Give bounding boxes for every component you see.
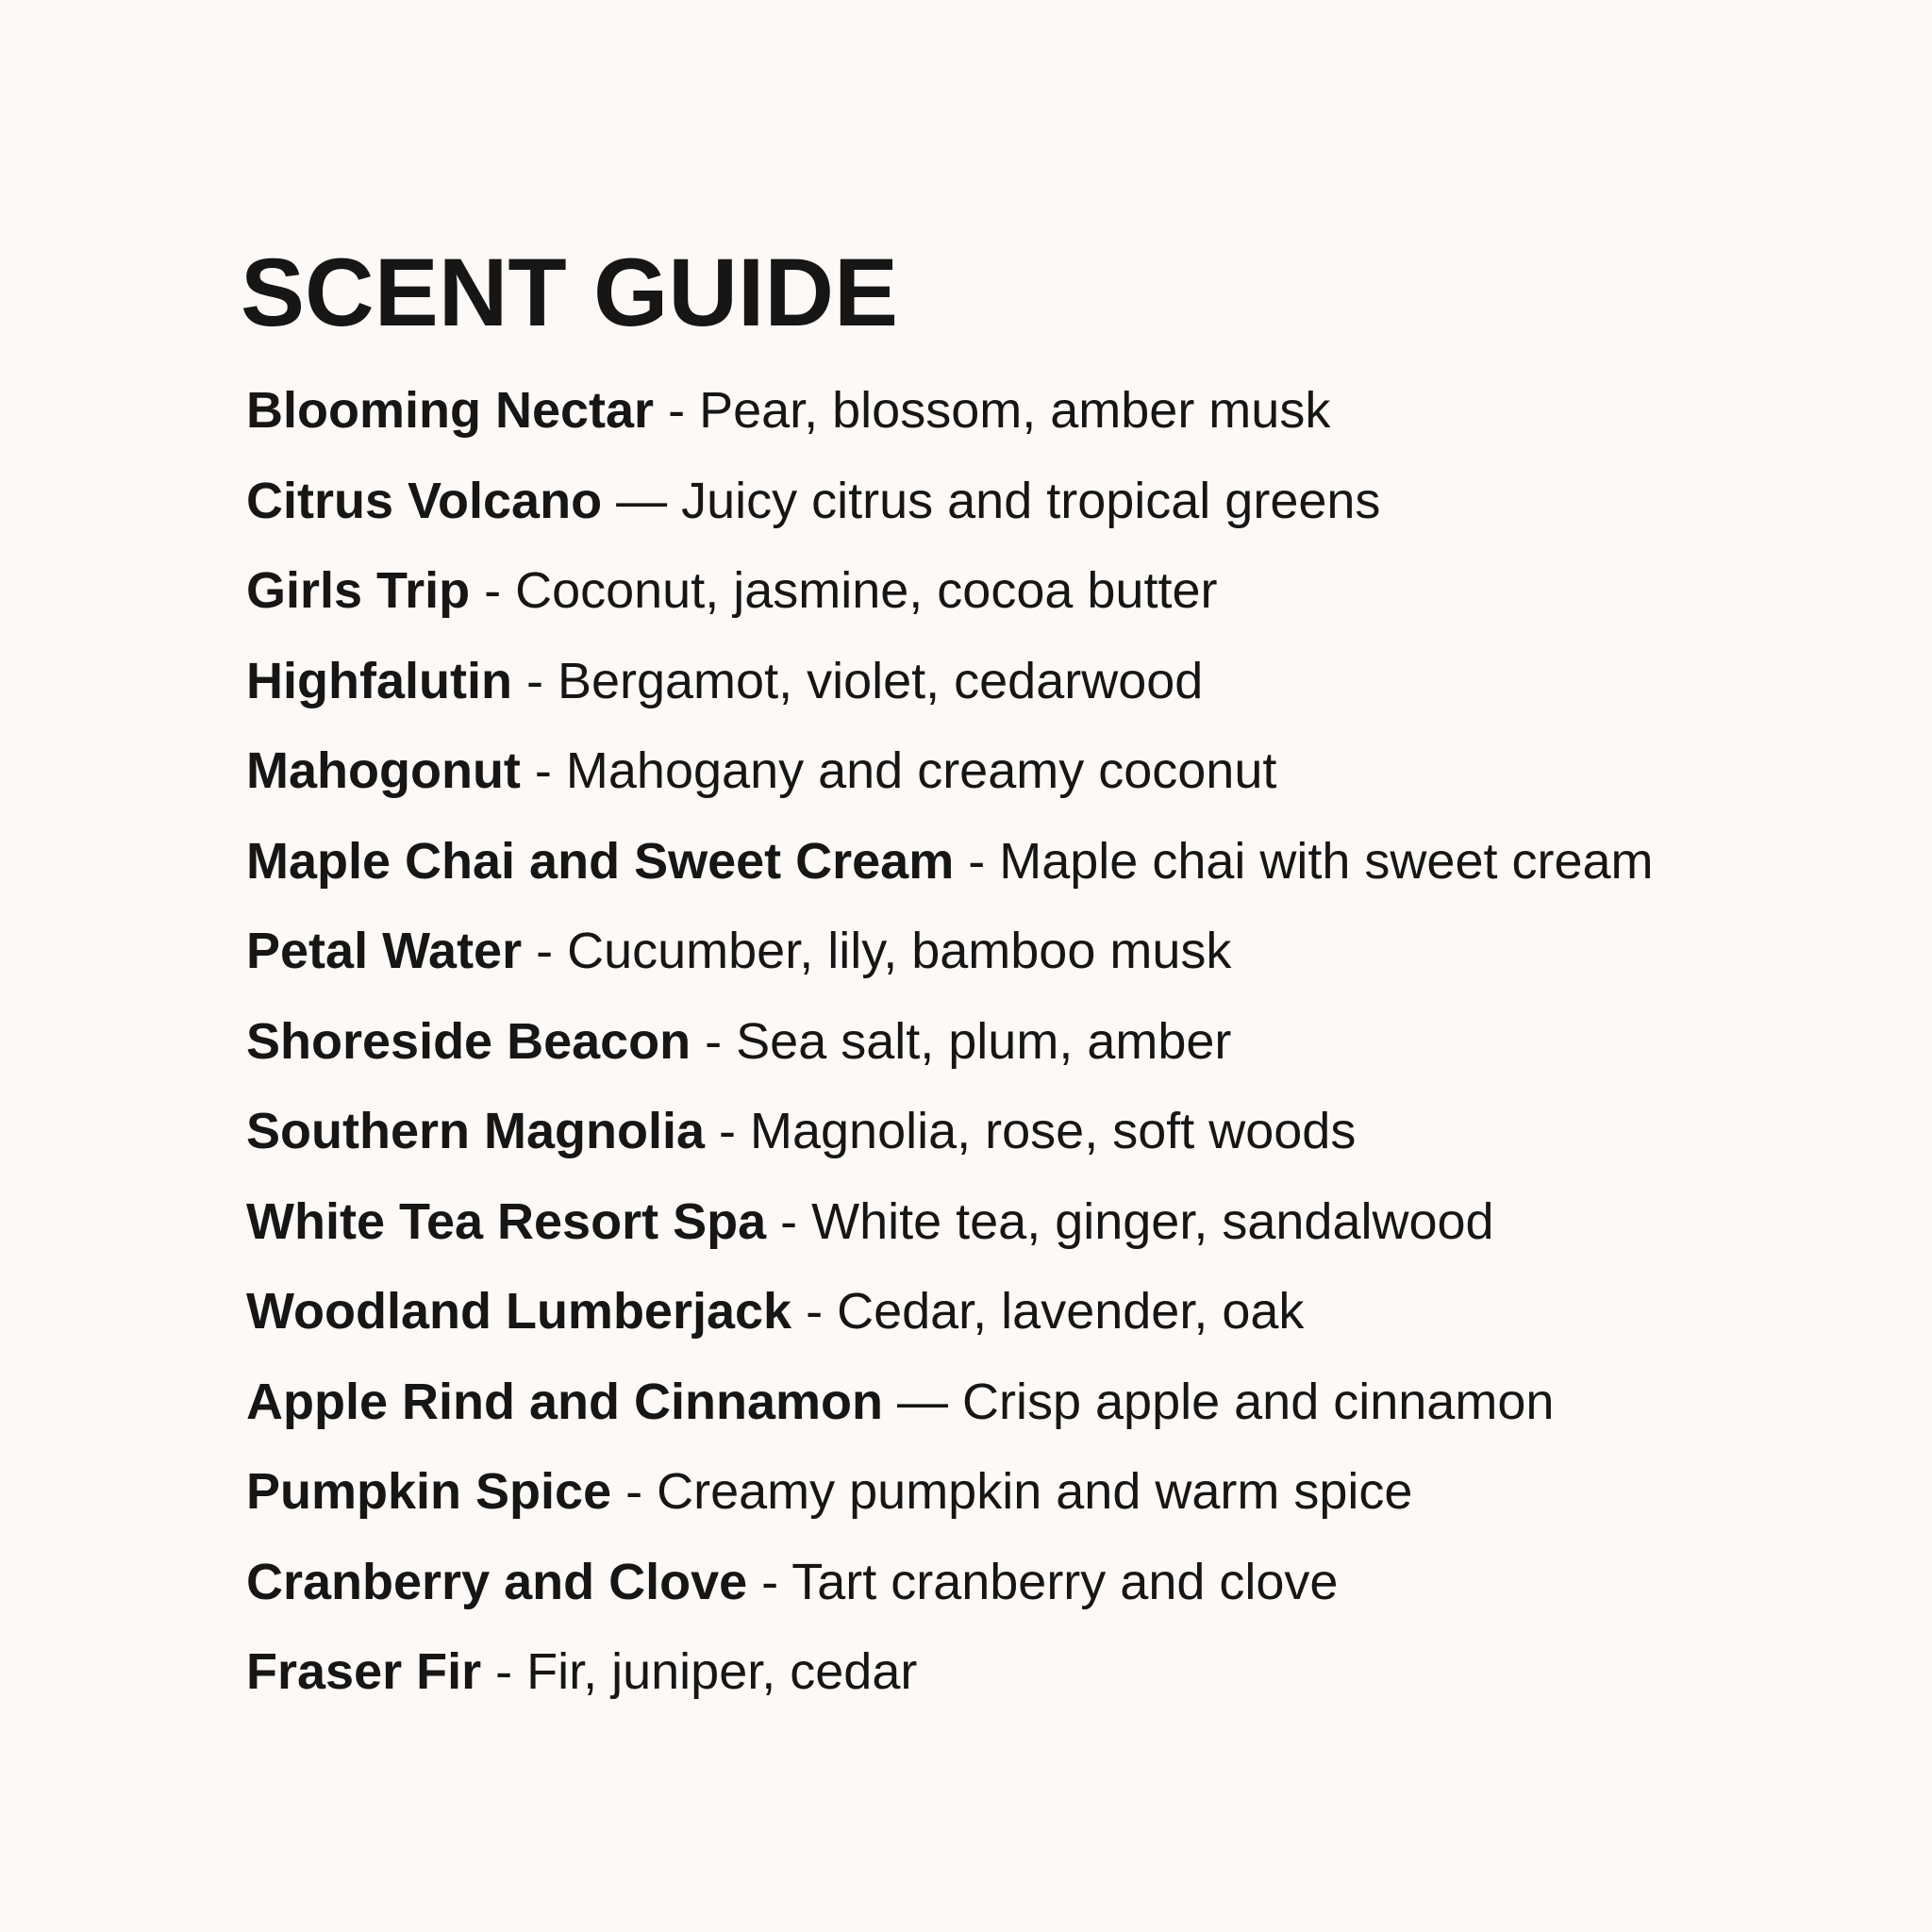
scent-separator: - xyxy=(954,832,1000,890)
scent-name: Girls Trip xyxy=(246,562,471,619)
scent-name: Apple Rind and Cinnamon xyxy=(246,1373,883,1430)
scent-separator: - xyxy=(705,1103,750,1159)
scent-item xyxy=(246,1177,1888,1268)
scent-name: Petal Water xyxy=(246,923,523,979)
scent-name: White Tea Resort Spa xyxy=(246,1192,767,1250)
scent-notes: Fir, juniper, cedar xyxy=(526,1643,918,1700)
scent-guide xyxy=(241,239,1891,1700)
scent-notes: Cedar, lavender, oak xyxy=(837,1283,1305,1340)
scent-separator: - xyxy=(611,1463,658,1520)
scent-name: Pumpkin Spice xyxy=(246,1463,612,1520)
scent-separator: - xyxy=(791,1283,838,1340)
scent-notes: Cucumber, lily, bamboo musk xyxy=(567,923,1232,979)
scent-separator: - xyxy=(691,1012,737,1070)
scent-name: Woodland Lumberjack xyxy=(246,1283,792,1340)
scent-item xyxy=(246,546,1888,637)
scent-notes: Tart cranberry and clove xyxy=(791,1553,1339,1610)
scent-item xyxy=(246,1447,1888,1538)
scent-item xyxy=(246,1357,1888,1448)
scent-separator: - xyxy=(654,382,700,439)
scent-separator: - xyxy=(522,923,568,979)
scent-name: Fraser Fir xyxy=(246,1643,482,1700)
scent-notes: Crisp apple and cinnamon xyxy=(962,1373,1555,1430)
scent-separator: - xyxy=(520,742,566,799)
scent-name: Mahogonut xyxy=(246,742,521,799)
scent-separator: - xyxy=(481,1643,527,1700)
scent-separator: - xyxy=(511,652,558,709)
scent-item xyxy=(246,1627,1888,1718)
scent-item xyxy=(246,1087,1888,1177)
scent-notes: Mahogany and creamy coconut xyxy=(565,742,1277,799)
scent-separator: — xyxy=(882,1373,962,1430)
scent-item xyxy=(246,907,1888,997)
scent-name: Southern Magnolia xyxy=(246,1103,705,1159)
scent-name: Citrus Volcano xyxy=(246,472,603,529)
scent-notes: Creamy pumpkin and warm spice xyxy=(657,1463,1413,1520)
scent-item xyxy=(246,457,1888,547)
scent-notes: Bergamot, violet, cedarwood xyxy=(557,652,1204,709)
scent-name: Cranberry and Clove xyxy=(246,1553,748,1610)
scent-item xyxy=(246,817,1888,908)
scent-item xyxy=(246,366,1888,457)
scent-item xyxy=(246,997,1888,1088)
scent-name: Shoreside Beacon xyxy=(246,1012,691,1070)
scent-separator: - xyxy=(766,1192,812,1250)
page-title: SCENT GUIDE xyxy=(241,239,899,346)
scent-notes: Maple chai with sweet cream xyxy=(999,832,1654,890)
scent-name: Blooming Nectar xyxy=(246,382,655,439)
scent-item xyxy=(246,1267,1888,1357)
scent-separator: - xyxy=(747,1553,792,1610)
scent-list xyxy=(246,366,1888,1718)
scent-name: Highfalutin xyxy=(246,652,512,709)
scent-separator: — xyxy=(602,472,682,529)
scent-item xyxy=(246,726,1888,817)
scent-notes: Pear, blossom, amber musk xyxy=(699,382,1331,439)
scent-name: Maple Chai and Sweet Cream xyxy=(246,832,955,890)
scent-notes: White tea, ginger, sandalwood xyxy=(811,1192,1494,1250)
scent-notes: Sea salt, plum, amber xyxy=(736,1012,1232,1070)
scent-notes: Coconut, jasmine, cocoa butter xyxy=(515,562,1218,619)
scent-item xyxy=(246,637,1888,727)
scent-notes: Magnolia, rose, soft woods xyxy=(750,1103,1357,1159)
scent-separator: - xyxy=(470,562,516,619)
scent-notes: Juicy citrus and tropical greens xyxy=(681,472,1381,529)
scent-item xyxy=(246,1538,1888,1628)
